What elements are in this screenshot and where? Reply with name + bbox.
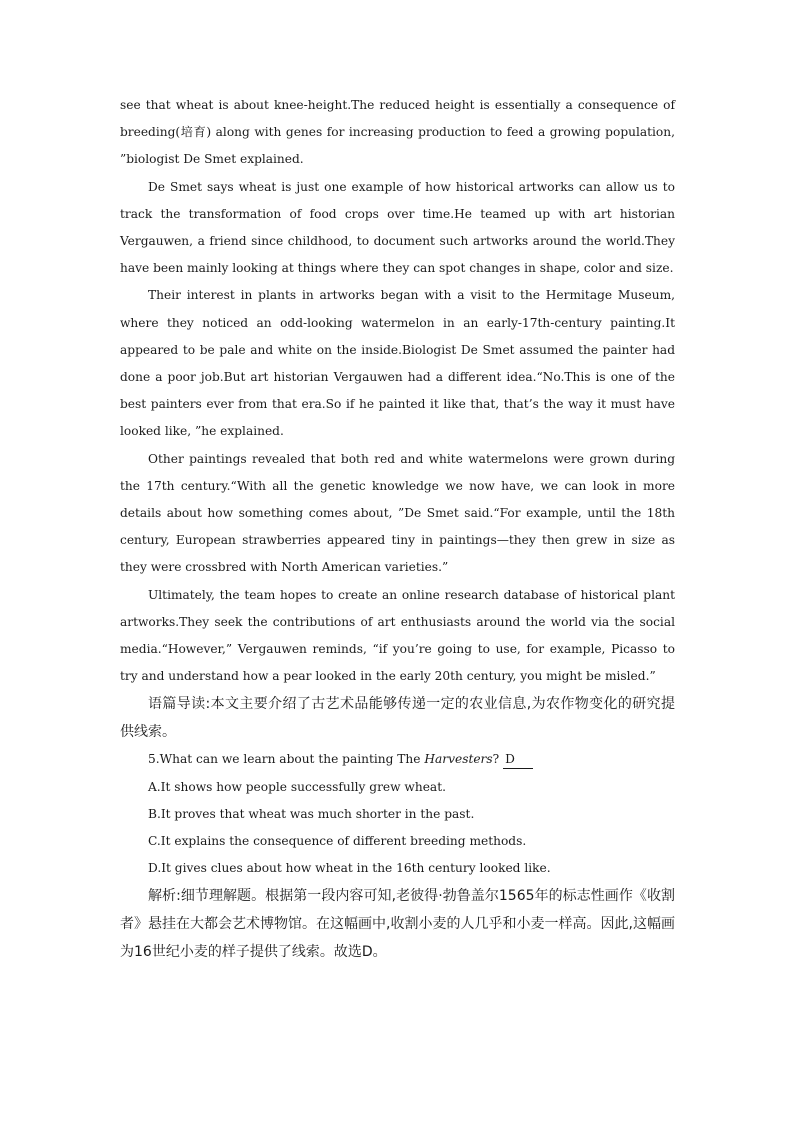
reading-guide: 语篇导读:本文主要介绍了古艺术品能够传递一定的农业信息,为农作物变化的研究提供线索。: [120, 696, 675, 741]
question-stem: [120, 746, 675, 773]
option-c: C.It explains the consequence of different breeding methods.: [148, 834, 527, 849]
passage-paragraph: Other paintings revealed that both red and white watermelons were grown during the 17th century.“With all the genetic knowledge we now have, we can look in more details about how something comes about, ”De Smet said.“For example, until the 18th century, European strawberries appeared tiny in paintings—they then grew in size as they were crossbred with North American varieties.”: [120, 451, 675, 575]
painting-title: Harvesters: [424, 752, 493, 767]
option-b: B.It proves that wheat was much shorter in the past.: [148, 806, 475, 821]
answer-blank: D: [503, 750, 533, 769]
passage-paragraph: De Smet says wheat is just one example of how historical artworks can allow us to track the transformation of food crops over time.He teamed up with art historian Vergauwen, a friend since childhood, to document such artworks around the world.They have been mainly looking at things where they can spot changes in shape, color and size.: [120, 179, 675, 276]
question-prefix: 5.What can we learn about the painting The: [148, 752, 425, 767]
option-d: D.It gives clues about how wheat in the 16th century looked like.: [148, 861, 551, 876]
passage-paragraph: Their interest in plants in artworks began with a visit to the Hermitage Museum, where they noticed an odd-looking watermelon in an early-17th-century painting.It appeared to be pale and white on the inside.Biologist De Smet assumed the painter had done a poor job.But art historian Vergauwen had a different idea.“No.This is one of the best painters ever from that era.So if he painted it like that, that’s the way it must have looked like, ”he explained.: [120, 288, 675, 439]
document-page: [120, 92, 675, 966]
question-suffix: ?: [492, 752, 504, 767]
passage-paragraph: Ultimately, the team hopes to create an online research database of historical plant artworks.They seek the contributions of art enthusiasts around the world via the social media.“However,” Vergauwen reminds, “if you’re going to use, for example, Picasso to try and understand how a pear looked in the early 20th century, you might be misled.”: [120, 587, 675, 684]
answer-analysis: 解析:细节理解题。根据第一段内容可知,老彼得·勃鲁盖尔1565年的标志性画作《收割者》悬挂在大都会艺术博物馆。在这幅画中,收割小麦的人几乎和小麦一样高。因此,这幅画为16世纪小麦的样子提供了线索。故选D。: [120, 888, 675, 961]
passage-paragraph: see that wheat is about knee-height.The reduced height is essentially a consequence of breeding(培育) along with genes for increasing production to feed a growing population, ”biologist De Smet explained.: [120, 98, 675, 167]
option-a: A.It shows how people successfully grew wheat.: [148, 779, 446, 794]
